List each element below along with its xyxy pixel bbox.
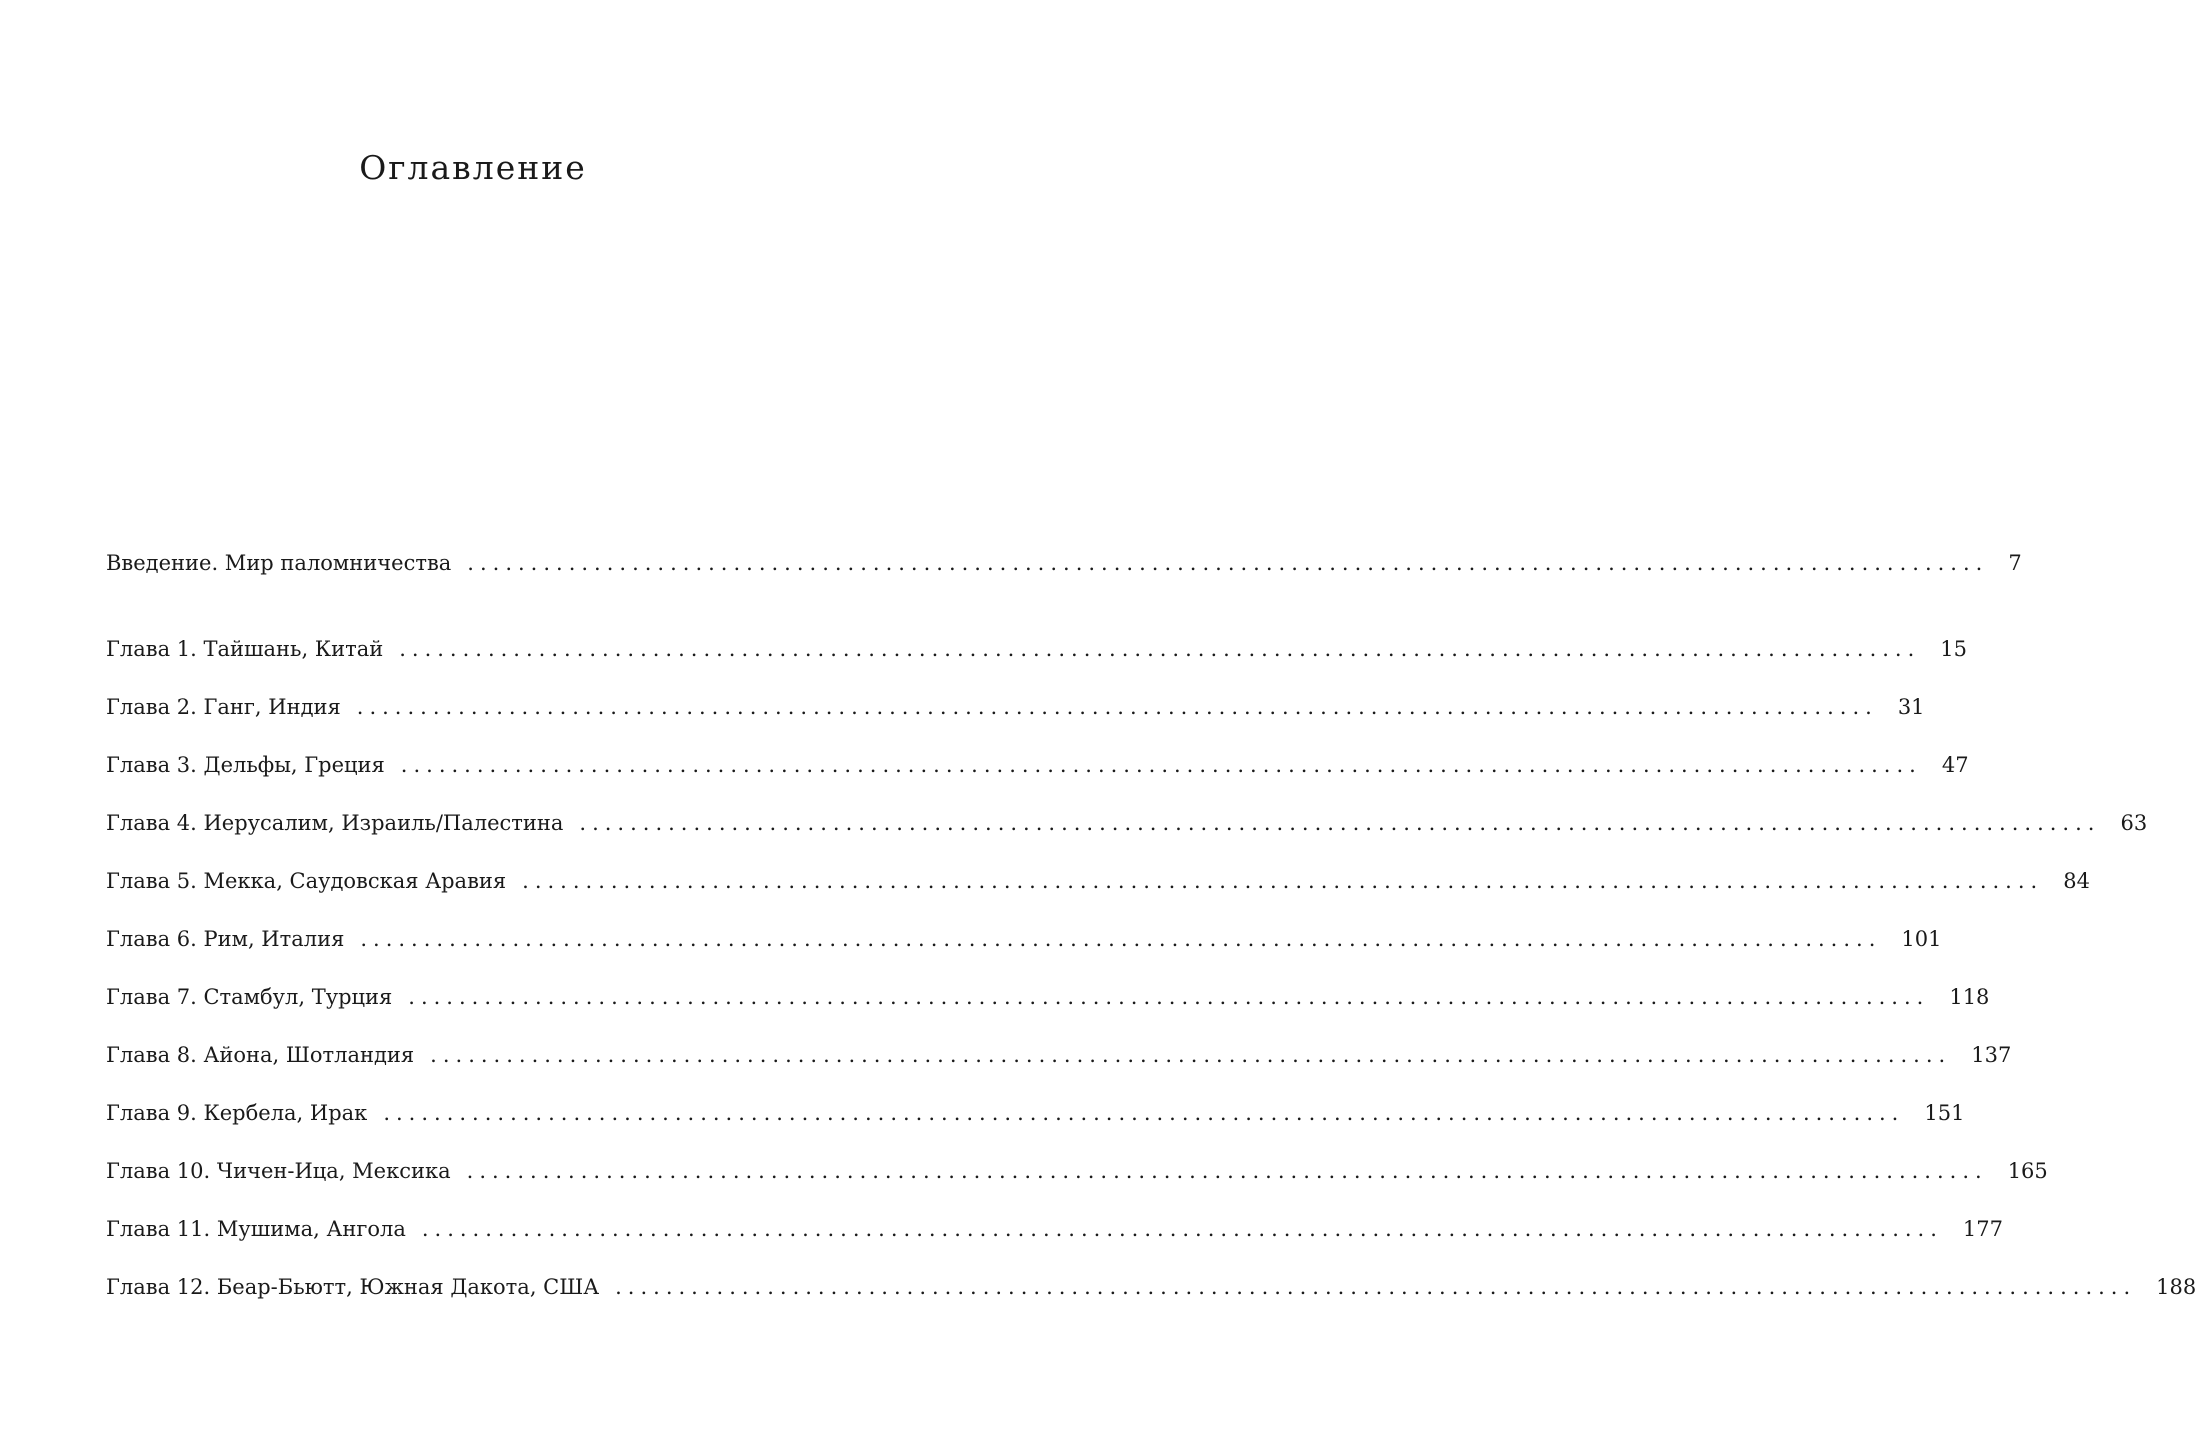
table-of-contents xyxy=(106,548,2196,1330)
toc-entry-introduction[interactable] xyxy=(106,548,2022,634)
dot-leader: ........................................................................................................................ xyxy=(399,637,1921,661)
toc-entry-title: Глава 8. Айона, Шотландия xyxy=(106,1043,415,1067)
toc-entry-title: Введение. Мир паломничества xyxy=(106,551,452,575)
dot-leader: ........................................................................................................................ xyxy=(400,753,1922,777)
toc-entry-title: Глава 9. Кербела, Ирак xyxy=(106,1101,368,1125)
dot-leader: ........................................................................................................................ xyxy=(421,1217,1943,1241)
toc-entry-page: 15 xyxy=(1940,637,1968,661)
dot-leader: ........................................................................................................................ xyxy=(430,1043,1952,1067)
toc-entry-title: Глава 5. Мекка, Саудовская Аравия xyxy=(106,869,507,893)
toc-entry-page: 137 xyxy=(1971,1043,2012,1067)
toc-entry-title: Глава 12. Беар-Бьютт, Южная Дакота, США xyxy=(106,1275,600,1299)
dot-leader: ........................................................................................................................ xyxy=(522,869,2044,893)
toc-entry-title: Глава 7. Стамбул, Турция xyxy=(106,985,393,1009)
toc-entry-chapter-5[interactable] xyxy=(106,866,2090,924)
toc-entry-page: 177 xyxy=(1962,1217,2003,1241)
toc-entry-chapter-8[interactable] xyxy=(106,1040,2012,1098)
toc-entry-title: Глава 2. Ганг, Индия xyxy=(106,695,341,719)
dot-leader: ........................................................................................................................ xyxy=(360,927,1882,951)
toc-entry-page: 7 xyxy=(2008,551,2022,575)
toc-entry-title: Глава 1. Тайшань, Китай xyxy=(106,637,384,661)
toc-entry-chapter-9[interactable] xyxy=(106,1098,1965,1156)
toc-entry-chapter-7[interactable] xyxy=(106,982,1990,1040)
toc-entry-title: Глава 10. Чичен-Ица, Мексика xyxy=(106,1159,451,1183)
toc-entry-chapter-11[interactable] xyxy=(106,1214,2003,1272)
toc-entry-chapter-3[interactable] xyxy=(106,750,1969,808)
toc-entry-page: 118 xyxy=(1949,985,1990,1009)
toc-entry-chapter-2[interactable] xyxy=(106,692,1925,750)
dot-leader: ........................................................................................................................ xyxy=(408,985,1930,1009)
toc-entry-page: 101 xyxy=(1901,927,1942,951)
toc-entry-page: 188 xyxy=(2156,1275,2196,1299)
dot-leader: ........................................................................................................................ xyxy=(466,1159,1988,1183)
toc-entry-page: 63 xyxy=(2120,811,2148,835)
dot-leader: ........................................................................................................................ xyxy=(356,695,1878,719)
toc-entry-chapter-12[interactable] xyxy=(106,1272,2196,1330)
toc-entry-page: 47 xyxy=(1941,753,1969,777)
page-title: Оглавление xyxy=(359,148,587,187)
toc-entry-page: 165 xyxy=(2007,1159,2048,1183)
toc-entry-title: Глава 3. Дельфы, Греция xyxy=(106,753,385,777)
dot-leader: ........................................................................................................................ xyxy=(467,551,1989,575)
toc-entry-chapter-1[interactable] xyxy=(106,634,1968,692)
toc-entry-page: 31 xyxy=(1897,695,1925,719)
dot-leader: ........................................................................................................................ xyxy=(579,811,2101,835)
toc-entry-chapter-10[interactable] xyxy=(106,1156,2048,1214)
toc-entry-page: 151 xyxy=(1924,1101,1965,1125)
toc-entry-title: Глава 11. Мушима, Ангола xyxy=(106,1217,406,1241)
toc-entry-chapter-4[interactable] xyxy=(106,808,2148,866)
toc-entry-chapter-6[interactable] xyxy=(106,924,1942,982)
dot-leader: ........................................................................................................................ xyxy=(383,1101,1905,1125)
dot-leader: ........................................................................................................................ xyxy=(615,1275,2137,1299)
toc-entry-title: Глава 4. Иерусалим, Израиль/Палестина xyxy=(106,811,564,835)
toc-entry-title: Глава 6. Рим, Италия xyxy=(106,927,345,951)
toc-entry-page: 84 xyxy=(2063,869,2090,893)
